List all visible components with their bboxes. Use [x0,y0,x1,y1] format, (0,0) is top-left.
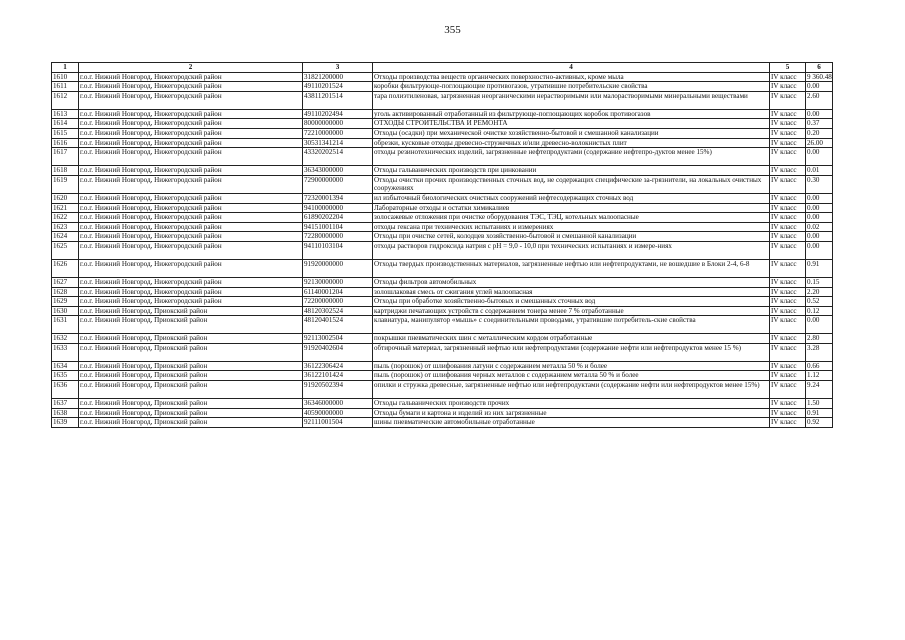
cell-location: г.о.г. Нижний Новгород, Приокский район [79,361,303,371]
cell-amount: 0.91 [806,259,833,277]
cell-row-number: 1632 [52,334,79,344]
cell-hazard-class: IV класс [770,399,806,409]
cell-row-number: 1617 [52,148,79,166]
table-row [52,213,833,223]
cell-location: г.о.г. Нижний Новгород, Приокский район [79,306,303,316]
cell-location: г.о.г. Нижний Новгород, Приокский район [79,408,303,418]
cell-waste-description: клавиатура, манипулятор «мышь» с соединительными проводами, утратившие потребитель-ские свойства [373,316,770,334]
cell-location: г.о.г. Нижний Новгород, Нижегородский район [79,213,303,223]
column-header-3: 3 [303,63,373,73]
table-body [52,72,833,427]
cell-waste-code: 61890202204 [303,213,373,223]
cell-amount: 1.12 [806,371,833,381]
cell-hazard-class: IV класс [770,138,806,148]
cell-hazard-class: IV класс [770,259,806,277]
cell-amount: 0.00 [806,203,833,213]
cell-hazard-class: IV класс [770,213,806,223]
cell-waste-code: 48120302524 [303,306,373,316]
column-header-4: 4 [373,63,770,73]
cell-amount: 0.52 [806,297,833,307]
cell-waste-code: 72900000000 [303,175,373,193]
cell-row-number: 1615 [52,128,79,138]
cell-waste-description: обрезки, кусковые отходы древесно-стружечных и/или древесно-волокнистых плит [373,138,770,148]
cell-location: г.о.г. Нижний Новгород, Приокский район [79,418,303,428]
cell-hazard-class: IV класс [770,82,806,92]
cell-waste-description: ОТХОДЫ СТРОИТЕЛЬСТВА И РЕМОНТА [373,119,770,129]
table-row [52,193,833,203]
cell-waste-description: тара полиэтиленовая, загрязненная неорганическими нерастворимыми или малорастворимыми минеральными веществами [373,91,770,109]
table-row [52,148,833,166]
cell-row-number: 1628 [52,287,79,297]
cell-row-number: 1634 [52,361,79,371]
table-row [52,241,833,259]
cell-waste-code: 43811201514 [303,91,373,109]
cell-waste-description: обтирочный материал, загрязненный нефтью или нефтепродуктами (содержание нефти или нефтепродуктов менее 15 %) [373,343,770,361]
cell-waste-code: 30531341214 [303,138,373,148]
cell-hazard-class: IV класс [770,175,806,193]
cell-waste-description: уголь активированный отработанный из фильтрующе-поглощающих коробок противогазов [373,109,770,119]
cell-row-number: 1620 [52,193,79,203]
cell-waste-code: 43320202514 [303,148,373,166]
table-row [52,334,833,344]
cell-waste-code: 92111001504 [303,418,373,428]
column-header-1: 1 [52,63,79,73]
cell-row-number: 1637 [52,399,79,409]
table-row [52,72,833,82]
cell-row-number: 1623 [52,222,79,232]
cell-amount: 0.00 [806,232,833,242]
cell-row-number: 1631 [52,316,79,334]
cell-location: г.о.г. Нижний Новгород, Нижегородский район [79,222,303,232]
cell-row-number: 1630 [52,306,79,316]
table-row [52,138,833,148]
table-row [52,418,833,428]
cell-location: г.о.г. Нижний Новгород, Нижегородский район [79,82,303,92]
cell-row-number: 1624 [52,232,79,242]
cell-waste-code: 61140001204 [303,287,373,297]
cell-waste-code: 48120401524 [303,316,373,334]
cell-amount: 0.00 [806,148,833,166]
table-row [52,306,833,316]
cell-row-number: 1611 [52,82,79,92]
waste-register-table [51,62,833,428]
cell-waste-description: отходы гексана при технических испытаниях и измерениях [373,222,770,232]
cell-location: г.о.г. Нижний Новгород, Нижегородский район [79,109,303,119]
cell-waste-description: Отходы (осадки) при механической очистке хозяйственно-бытовой и смешанной канализации [373,128,770,138]
cell-row-number: 1626 [52,259,79,277]
cell-hazard-class: IV класс [770,148,806,166]
cell-location: г.о.г. Нижний Новгород, Нижегородский район [79,297,303,307]
column-header-5: 5 [770,63,806,73]
page-number: 355 [444,24,461,36]
table-row [52,109,833,119]
cell-waste-code: 92130000000 [303,277,373,287]
table-row [52,343,833,361]
cell-waste-code: 49110201524 [303,82,373,92]
cell-hazard-class: IV класс [770,277,806,287]
table-row [52,316,833,334]
cell-waste-code: 72210000000 [303,128,373,138]
cell-hazard-class: IV класс [770,222,806,232]
cell-location: г.о.г. Нижний Новгород, Приокский район [79,371,303,381]
cell-location: г.о.г. Нижний Новгород, Нижегородский район [79,175,303,193]
cell-waste-description: Отходы фильтров автомобильных [373,277,770,287]
cell-waste-description: Отходы очистки прочих производственных сточных вод, не содержащих специфические за-грязнители, на локальных очистных сооружениях [373,175,770,193]
cell-location: г.о.г. Нижний Новгород, Нижегородский район [79,138,303,148]
cell-amount: 0.15 [806,277,833,287]
cell-hazard-class: IV класс [770,109,806,119]
cell-location: г.о.г. Нижний Новгород, Нижегородский район [79,241,303,259]
cell-amount: 0.37 [806,119,833,129]
cell-hazard-class: IV класс [770,128,806,138]
cell-location: г.о.г. Нижний Новгород, Приокский район [79,399,303,409]
cell-waste-code: 49110202494 [303,109,373,119]
cell-row-number: 1612 [52,91,79,109]
cell-waste-description: покрышки пневматических шин с металлическим кордом отработанные [373,334,770,344]
table-row [52,277,833,287]
cell-waste-code: 91920502394 [303,381,373,399]
cell-location: г.о.г. Нижний Новгород, Нижегородский район [79,203,303,213]
cell-hazard-class: IV класс [770,72,806,82]
cell-waste-description: шины пневматические автомобильные отработанные [373,418,770,428]
table-row [52,408,833,418]
table-row [52,381,833,399]
cell-location: г.о.г. Нижний Новгород, Нижегородский район [79,259,303,277]
cell-amount: 0.01 [806,166,833,176]
cell-location: г.о.г. Нижний Новгород, Нижегородский район [79,72,303,82]
cell-amount: 2.20 [806,287,833,297]
cell-row-number: 1627 [52,277,79,287]
cell-location: г.о.г. Нижний Новгород, Приокский район [79,334,303,344]
cell-amount: 0.00 [806,193,833,203]
cell-waste-description: опилки и стружка древесные, загрязненные нефтью или нефтепродуктами (содержание нефти или нефтепродуктов менее 15%) [373,381,770,399]
cell-waste-code: 91920402604 [303,343,373,361]
column-header-6: 6 [806,63,833,73]
cell-location: г.о.г. Нижний Новгород, Приокский район [79,381,303,399]
cell-waste-code: 94100000000 [303,203,373,213]
cell-waste-description: золосажевые отложения при очистке оборудования ТЭС, ТЭЦ, котельных малоопасные [373,213,770,223]
cell-hazard-class: IV класс [770,371,806,381]
cell-amount: 0.00 [806,316,833,334]
table-row [52,119,833,129]
table-row [52,232,833,242]
cell-location: г.о.г. Нижний Новгород, Приокский район [79,343,303,361]
cell-waste-description: Лабораторные отходы и остатки химикалиев [373,203,770,213]
cell-waste-code: 36122101424 [303,371,373,381]
table-row [52,222,833,232]
cell-hazard-class: IV класс [770,381,806,399]
cell-location: г.о.г. Нижний Новгород, Нижегородский район [79,119,303,129]
cell-waste-description: отходы резинотехнических изделий, загрязненные нефтепродуктами (содержание нефтепро-дуктов менее 15%) [373,148,770,166]
cell-row-number: 1636 [52,381,79,399]
table-row [52,287,833,297]
cell-hazard-class: IV класс [770,361,806,371]
table-row [52,399,833,409]
cell-waste-description: Отходы гальванических производств при цинковании [373,166,770,176]
cell-waste-code: 80000000000 [303,119,373,129]
cell-waste-description: пыль (порошок) от шлифования черных металлов с содержанием металла 50 % и более [373,371,770,381]
cell-amount: 1.50 [806,399,833,409]
cell-amount: 9.24 [806,381,833,399]
cell-waste-description: Отходы при обработке хозяйственно-бытовых и смешанных сточных вод [373,297,770,307]
cell-amount: 3.28 [806,343,833,361]
cell-location: г.о.г. Нижний Новгород, Нижегородский район [79,166,303,176]
table-row [52,91,833,109]
cell-waste-description: золошлаковая смесь от сжигания углей малоопасная [373,287,770,297]
table-row [52,166,833,176]
cell-location: г.о.г. Нижний Новгород, Нижегородский район [79,277,303,287]
column-header-2: 2 [79,63,303,73]
cell-hazard-class: IV класс [770,343,806,361]
cell-waste-code: 92113002504 [303,334,373,344]
cell-waste-description: Отходы производства веществ органических поверхностно-активных, кроме мыла [373,72,770,82]
cell-waste-code: 72320001394 [303,193,373,203]
table-row [52,175,833,193]
cell-location: г.о.г. Нижний Новгород, Нижегородский район [79,91,303,109]
cell-row-number: 1610 [52,72,79,82]
cell-waste-description: Отходы при очистке сетей, колодцев хозяйственно-бытовой и смешанной канализации [373,232,770,242]
cell-amount: 0.92 [806,418,833,428]
cell-amount: 2.80 [806,334,833,344]
cell-amount: 0.12 [806,306,833,316]
cell-waste-description: Отходы гальванических производств прочих [373,399,770,409]
cell-row-number: 1621 [52,203,79,213]
cell-location: г.о.г. Нижний Новгород, Нижегородский район [79,232,303,242]
cell-location: г.о.г. Нижний Новгород, Приокский район [79,316,303,334]
table-row [52,297,833,307]
cell-waste-code: 72200000000 [303,297,373,307]
cell-waste-description: Отходы твердых производственных материалов, загрязненные нефтью или нефтепродуктами, не вошедшие в Блоки 2-4, 6-8 [373,259,770,277]
cell-amount: 0.00 [806,82,833,92]
cell-row-number: 1616 [52,138,79,148]
cell-row-number: 1638 [52,408,79,418]
cell-row-number: 1618 [52,166,79,176]
cell-hazard-class: IV класс [770,203,806,213]
cell-row-number: 1639 [52,418,79,428]
cell-hazard-class: IV класс [770,166,806,176]
cell-waste-description: Отходы бумаги и картона и изделий из них загрязненные [373,408,770,418]
cell-amount: 0.00 [806,109,833,119]
cell-row-number: 1614 [52,119,79,129]
cell-waste-description: коробки фильтрующе-поглощающие противогазов, утратившие потребительские свойства [373,82,770,92]
cell-location: г.о.г. Нижний Новгород, Нижегородский район [79,128,303,138]
cell-row-number: 1629 [52,297,79,307]
cell-hazard-class: IV класс [770,408,806,418]
cell-row-number: 1635 [52,371,79,381]
cell-waste-code: 36122306424 [303,361,373,371]
cell-waste-description: ил избыточный биологических очистных сооружений нефтесодержащих сточных вод [373,193,770,203]
cell-amount: 2.60 [806,91,833,109]
cell-hazard-class: IV класс [770,297,806,307]
cell-hazard-class: IV класс [770,193,806,203]
cell-amount: 0.91 [806,408,833,418]
cell-row-number: 1619 [52,175,79,193]
cell-hazard-class: IV класс [770,91,806,109]
cell-hazard-class: IV класс [770,119,806,129]
cell-waste-code: 31821200000 [303,72,373,82]
cell-waste-code: 94151001104 [303,222,373,232]
cell-waste-description: пыль (порошок) от шлифования латуни с содержанием металла 50 % и более [373,361,770,371]
cell-waste-code: 72280000000 [303,232,373,242]
cell-hazard-class: IV класс [770,316,806,334]
cell-hazard-class: IV класс [770,334,806,344]
cell-waste-code: 40590000000 [303,408,373,418]
cell-amount: 0.66 [806,361,833,371]
table-row [52,259,833,277]
cell-location: г.о.г. Нижний Новгород, Нижегородский район [79,287,303,297]
table-row [52,128,833,138]
cell-amount: 0.00 [806,213,833,223]
cell-hazard-class: IV класс [770,306,806,316]
cell-row-number: 1622 [52,213,79,223]
cell-amount: 0.02 [806,222,833,232]
cell-amount: 0.30 [806,175,833,193]
cell-hazard-class: IV класс [770,232,806,242]
cell-waste-code: 36346000000 [303,399,373,409]
cell-amount: 9 360.48 [807,72,832,81]
cell-hazard-class: IV класс [770,418,806,428]
cell-amount: 0.20 [806,128,833,138]
cell-row-number: 1625 [52,241,79,259]
cell-waste-code: 36343000000 [303,166,373,176]
cell-location: г.о.г. Нижний Новгород, Нижегородский район [79,148,303,166]
table-header-row [52,63,833,73]
cell-waste-description: картриджи печатающих устройств с содержанием тонера менее 7 % отработанные [373,306,770,316]
cell-hazard-class: IV класс [770,241,806,259]
table-row [52,371,833,381]
table-row [52,361,833,371]
cell-waste-code: 91920000000 [303,259,373,277]
cell-waste-description: отходы растворов гидроксида натрия с pH = 9,0 - 10,0 при технических испытаниях и измере-ниях [373,241,770,259]
cell-amount: 26.00 [806,138,833,148]
cell-amount: 0.00 [806,241,833,259]
cell-waste-code: 94110103104 [303,241,373,259]
table-row [52,203,833,213]
cell-row-number: 1633 [52,343,79,361]
cell-location: г.о.г. Нижний Новгород, Нижегородский район [79,193,303,203]
table-row [52,82,833,92]
cell-hazard-class: IV класс [770,287,806,297]
cell-row-number: 1613 [52,109,79,119]
